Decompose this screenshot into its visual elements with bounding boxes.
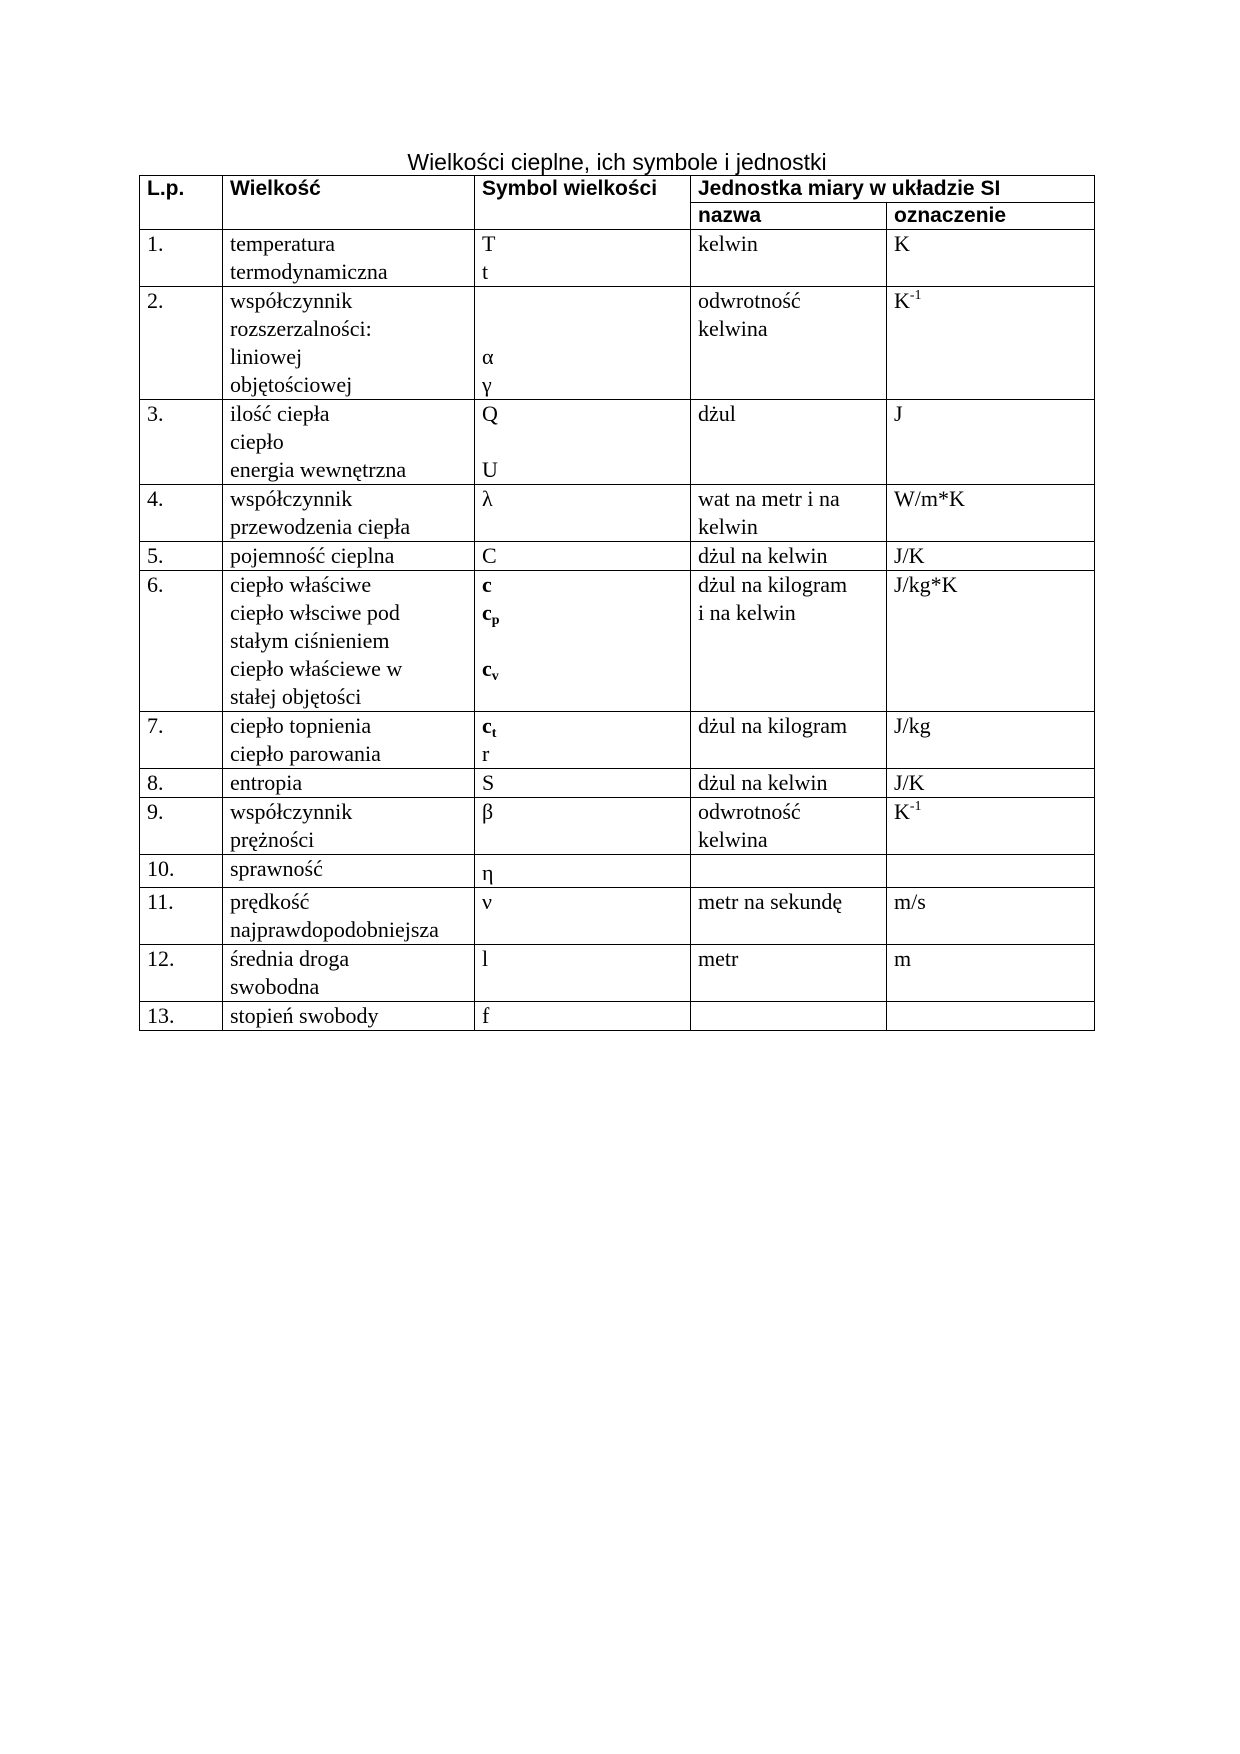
cell-unit-name [691, 287, 887, 400]
symbol-line: l [482, 946, 489, 971]
quantity-line: ciepło właściwe [230, 572, 372, 597]
unit-name-line: dżul [698, 401, 736, 426]
symbol-subscript: v [491, 669, 499, 684]
cell-unit-name [691, 1002, 887, 1031]
cell-symbol [475, 1002, 691, 1031]
cell-symbol [475, 230, 691, 287]
cell-unit-name [691, 400, 887, 485]
cell-lp: 1. [140, 230, 223, 287]
cell-unit-name [691, 485, 887, 542]
cell-unit-name [691, 542, 887, 571]
symbol-subscript: p [491, 613, 500, 628]
unit-name-line: kelwina [698, 827, 768, 852]
cell-unit-designation: J/K [887, 769, 1095, 798]
quantity-line: swobodna [230, 974, 320, 999]
cell-quantity [223, 287, 475, 400]
symbol-spacer [482, 627, 690, 655]
quantity-line: ilość ciepła [230, 401, 330, 426]
quantity-line: przewodzenia ciepła [230, 514, 411, 539]
table-row [140, 769, 1095, 798]
cell-quantity [223, 855, 475, 888]
cell-symbol [475, 769, 691, 798]
cell-unit-designation: m/s [887, 888, 1095, 945]
unit-designation-base: K [894, 799, 910, 824]
cell-symbol [475, 712, 691, 769]
unit-name-line: metr na sekundę [698, 889, 843, 914]
cell-unit-name [691, 571, 887, 712]
header-quantity: Wielkość [223, 176, 475, 230]
cell-unit-name [691, 888, 887, 945]
unit-designation-exponent: -1 [909, 799, 922, 814]
unit-name-line: dżul na kilogram [698, 572, 848, 597]
symbol-line: Q [482, 401, 498, 426]
cell-quantity [223, 571, 475, 712]
cell-unit-name [691, 769, 887, 798]
cell-lp: 12. [140, 945, 223, 1002]
cell-symbol [475, 571, 691, 712]
cell-unit-designation: m [887, 945, 1095, 1002]
table-row [140, 571, 1095, 712]
table-row [140, 888, 1095, 945]
cell-lp: 11. [140, 888, 223, 945]
unit-designation-base: K [894, 288, 910, 313]
unit-name-line: dżul na kelwin [698, 770, 828, 795]
quantity-line: najprawdopodobniejsza [230, 917, 439, 942]
unit-name-line: odwrotność [698, 288, 801, 313]
symbol-line: U [482, 457, 498, 482]
quantity-line: liniowej [230, 344, 303, 369]
cell-unit-designation: J/K [887, 542, 1095, 571]
table-row [140, 798, 1095, 855]
cell-lp: 13. [140, 1002, 223, 1031]
cell-quantity [223, 542, 475, 571]
cell-lp: 9. [140, 798, 223, 855]
quantity-line: ciepło topnienia [230, 713, 372, 738]
cell-quantity [223, 1002, 475, 1031]
cell-unit-designation: J/kg [887, 712, 1095, 769]
table-row [140, 230, 1095, 287]
quantity-line: stopień swobody [230, 1003, 379, 1028]
quantity-line: średnia droga [230, 946, 350, 971]
symbol-line: γ [482, 372, 492, 397]
header-lp: L.p. [140, 176, 223, 230]
unit-name-line: wat na metr i na [698, 486, 840, 511]
cell-unit-designation: J/kg*K [887, 571, 1095, 712]
thermal-quantities-table [139, 175, 1095, 1031]
cell-unit-designation [887, 855, 1095, 888]
cell-unit-designation: K [887, 230, 1095, 287]
unit-name-line: metr [698, 946, 739, 971]
table-row [140, 485, 1095, 542]
quantity-line: objętościowej [230, 372, 353, 397]
unit-designation-exponent: -1 [909, 288, 922, 303]
quantity-line: energia wewnętrzna [230, 457, 407, 482]
cell-symbol [475, 855, 691, 888]
cell-symbol [475, 888, 691, 945]
unit-name-line: dżul na kilogram [698, 713, 848, 738]
symbol-subscript: t [491, 726, 497, 741]
quantity-line: pojemność cieplna [230, 543, 395, 568]
quantity-line: rozszerzalności: [230, 316, 372, 341]
symbol-base: c [482, 656, 492, 681]
cell-unit-name [691, 945, 887, 1002]
unit-name-line: kelwin [698, 231, 758, 256]
cell-unit-designation [887, 287, 1095, 400]
quantity-line: temperatura [230, 231, 336, 256]
quantity-line: sprawność [230, 856, 323, 881]
symbol-line: S [482, 770, 495, 795]
table-row [140, 1002, 1095, 1031]
quantity-line: termodynamiczna [230, 259, 388, 284]
table-body [140, 230, 1095, 1031]
quantity-line: stałym ciśnieniem [230, 628, 390, 653]
cell-symbol [475, 287, 691, 400]
cell-unit-designation [887, 798, 1095, 855]
cell-quantity [223, 485, 475, 542]
cell-quantity [223, 888, 475, 945]
table-header [140, 176, 1095, 230]
cell-symbol [475, 945, 691, 1002]
cell-quantity [223, 769, 475, 798]
cell-symbol [475, 542, 691, 571]
cell-quantity [223, 945, 475, 1002]
table-row [140, 855, 1095, 888]
quantity-line: ciepło włsciwe pod [230, 600, 400, 625]
cell-unit-name [691, 798, 887, 855]
cell-lp: 8. [140, 769, 223, 798]
quantity-line: współczynnik [230, 799, 353, 824]
cell-lp: 5. [140, 542, 223, 571]
symbol-line: λ [482, 486, 493, 511]
symbol-line: β [482, 799, 494, 824]
cell-symbol [475, 485, 691, 542]
symbol-spacer [482, 315, 690, 343]
cell-lp: 7. [140, 712, 223, 769]
unit-name-line: odwrotność [698, 799, 801, 824]
cell-lp: 6. [140, 571, 223, 712]
header-unit-name: nazwa [691, 203, 887, 230]
symbol-line: c [482, 572, 492, 597]
quantity-line: ciepło parowania [230, 741, 381, 766]
unit-name-line: kelwin [698, 514, 758, 539]
cell-quantity [223, 230, 475, 287]
symbol-line: C [482, 543, 497, 568]
symbol-line: f [482, 1003, 490, 1028]
table-row [140, 712, 1095, 769]
symbol-line: α [482, 344, 494, 369]
symbol-line [482, 599, 690, 627]
symbol-line: η [482, 860, 494, 885]
quantity-line: ciepło właściewe w [230, 656, 403, 681]
page-title: Wielkości cieplne, ich symbole i jednostki [407, 149, 827, 175]
cell-quantity [223, 798, 475, 855]
unit-name-line [698, 855, 886, 883]
cell-symbol [475, 400, 691, 485]
cell-unit-designation: J [887, 400, 1095, 485]
quantity-line: prężności [230, 827, 315, 852]
symbol-line: t [482, 259, 489, 284]
header-unit-designation: oznaczenie [887, 203, 1095, 230]
cell-symbol [475, 798, 691, 855]
table-row [140, 400, 1095, 485]
quantity-line: ciepło [230, 429, 284, 454]
cell-lp: 10. [140, 855, 223, 888]
unit-name-line [698, 1002, 886, 1030]
symbol-line: r [482, 741, 490, 766]
quantity-line: entropia [230, 770, 303, 795]
symbol-line [482, 655, 690, 683]
symbol-line [482, 712, 690, 740]
quantity-line: prędkość [230, 889, 310, 914]
symbol-line: T [482, 231, 496, 256]
symbol-line: ν [482, 889, 492, 914]
symbol-spacer [482, 287, 690, 315]
quantity-line: współczynnik [230, 288, 353, 313]
cell-quantity [223, 712, 475, 769]
cell-quantity [223, 400, 475, 485]
quantity-line: stałej objętości [230, 684, 362, 709]
symbol-spacer [482, 428, 690, 456]
table-row [140, 287, 1095, 400]
symbol-base: c [482, 600, 492, 625]
table-row [140, 542, 1095, 571]
cell-lp: 4. [140, 485, 223, 542]
header-row-main [140, 176, 1095, 203]
unit-name-line: dżul na kelwin [698, 543, 828, 568]
cell-unit-name [691, 712, 887, 769]
unit-name-line: i na kelwin [698, 600, 796, 625]
cell-unit-designation [887, 1002, 1095, 1031]
unit-name-line: kelwina [698, 316, 768, 341]
cell-unit-name [691, 230, 887, 287]
cell-unit-designation: W/m*K [887, 485, 1095, 542]
quantity-line: współczynnik [230, 486, 353, 511]
cell-unit-name [691, 855, 887, 888]
table-row [140, 945, 1095, 1002]
header-unit-group: Jednostka miary w układzie SI [691, 176, 1095, 203]
symbol-base: c [482, 713, 492, 738]
header-symbol: Symbol wielkości [475, 176, 691, 230]
cell-lp: 3. [140, 400, 223, 485]
cell-lp: 2. [140, 287, 223, 400]
